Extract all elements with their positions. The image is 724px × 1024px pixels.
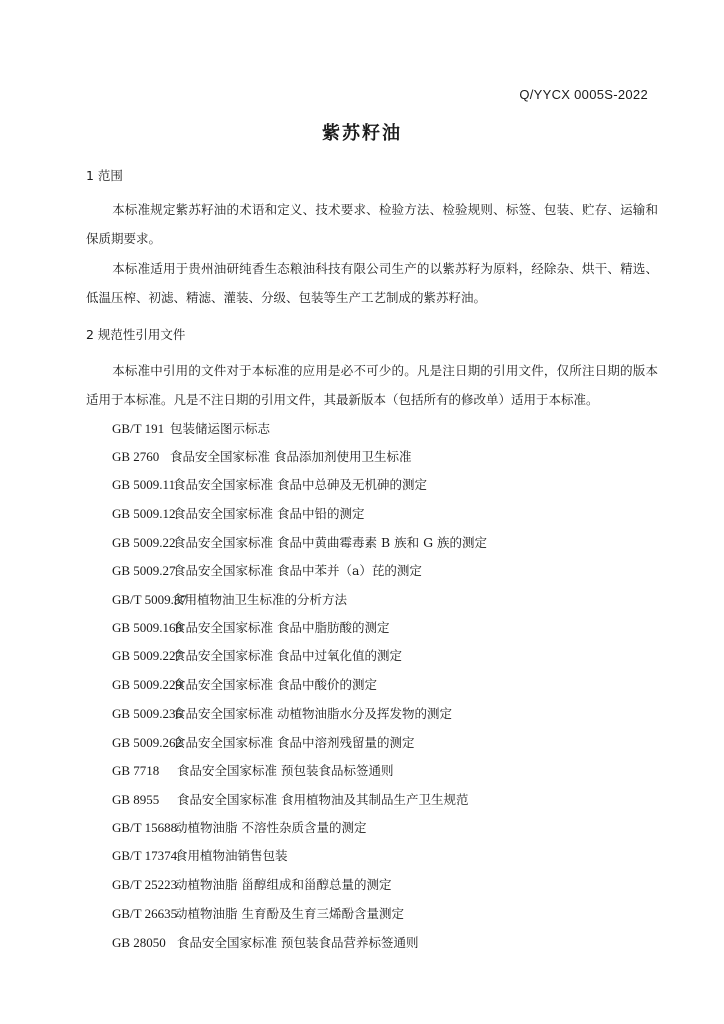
reference-number: GB 5009.227 — [112, 648, 183, 663]
reference-number: GB/T 15688 — [112, 820, 178, 835]
reference-item — [112, 933, 418, 951]
reference-title: 动植物油脂 甾醇组成和甾醇总量的测定 — [175, 877, 392, 892]
reference-number: GB 5009.168 — [112, 620, 183, 635]
reference-title: 食品安全国家标准 动植物油脂水分及挥发物的测定 — [173, 706, 452, 721]
reference-number: GB/T 17374 — [112, 848, 178, 863]
scope-paragraph-1-text: 本标准规定紫苏籽油的术语和定义、技术要求、检验方法、检验规则、标签、包装、贮存、运输和保质期要求。 — [86, 202, 658, 246]
reference-title: 食用植物油卫生标准的分析方法 — [172, 592, 348, 607]
reference-item — [112, 447, 411, 465]
reference-item — [112, 504, 364, 522]
scope-paragraph-2-text: 本标准适用于贵州油研纯香生态粮油科技有限公司生产的以紫苏籽为原料，经除杂、烘干、精选、低温压榨、初滤、精滤、灌装、分级、包装等生产工艺制成的紫苏籽油。 — [86, 261, 658, 305]
reference-title: 食品安全国家标准 食品中脂肪酸的测定 — [173, 620, 390, 635]
document-title: 紫苏籽油 — [322, 123, 402, 144]
scope-paragraph-2 — [86, 254, 658, 312]
reference-title: 食品安全国家标准 食品中黄曲霉毒素 B 族和 G 族的测定 — [173, 535, 488, 550]
reference-number: GB 7718 — [112, 763, 160, 778]
reference-number: GB 2760 — [112, 449, 160, 464]
reference-item — [112, 875, 391, 893]
reference-item — [112, 733, 414, 751]
reference-number: GB 5009.262 — [112, 735, 183, 750]
reference-title: 动植物油脂 生育酚及生育三烯酚含量测定 — [175, 906, 404, 921]
reference-item — [112, 704, 452, 722]
section-heading-normative: 2 规范性引用文件 — [86, 327, 186, 342]
reference-item — [112, 646, 402, 664]
scope-paragraph-1 — [86, 195, 658, 253]
reference-item — [112, 561, 422, 579]
reference-item — [112, 818, 366, 836]
reference-item — [112, 675, 377, 693]
reference-title: 食用植物油销售包装 — [175, 848, 288, 863]
reference-number: GB 5009.236 — [112, 706, 183, 721]
reference-item — [112, 475, 427, 493]
reference-item — [112, 846, 288, 864]
reference-title: 动植物油脂 不溶性杂质含量的测定 — [175, 820, 367, 835]
reference-item — [112, 618, 389, 636]
normative-paragraph-1-text: 本标准中引用的文件对于本标准的应用是必不可少的。凡是注日期的引用文件，仅所注日期的版本适用于本标准。凡是不注日期的引用文件，其最新版本（包括所有的修改单）适用于本标准。 — [86, 363, 658, 407]
reference-number: GB 8955 — [112, 792, 160, 807]
reference-title: 食品安全国家标准 预包装食品营养标签通则 — [177, 935, 419, 950]
reference-item — [112, 590, 347, 608]
reference-item — [112, 533, 487, 551]
reference-number: GB 5009.22 — [112, 535, 176, 550]
reference-title: 食品安全国家标准 食品添加剂使用卫生标准 — [170, 449, 412, 464]
reference-number: GB 5009.12 — [112, 506, 176, 521]
reference-number: GB 5009.229 — [112, 677, 183, 692]
reference-title: 食品安全国家标准 食品中过氧化值的测定 — [173, 648, 402, 663]
reference-title: 食品安全国家标准 食品中铅的测定 — [173, 506, 365, 521]
reference-title: 食品安全国家标准 食品中苯并（a）芘的测定 — [173, 563, 422, 578]
reference-item — [112, 761, 393, 779]
section-heading-scope: 1 范围 — [86, 168, 123, 183]
reference-title: 食品安全国家标准 食品中溶剂残留量的测定 — [173, 735, 415, 750]
reference-item — [112, 904, 404, 922]
reference-title: 食品安全国家标准 食品中总砷及无机砷的测定 — [173, 477, 427, 492]
reference-number: GB/T 191 — [112, 421, 165, 436]
standard-code: Q/YYCX 0005S-2022 — [519, 87, 648, 102]
reference-item — [112, 419, 270, 437]
reference-number: GB 5009.11 — [112, 477, 176, 492]
reference-number: GB/T 25223 — [112, 877, 178, 892]
reference-number: GB/T 5009.37 — [112, 592, 187, 607]
normative-paragraph-1 — [86, 356, 658, 414]
reference-number: GB 5009.27 — [112, 563, 176, 578]
reference-title: 食品安全国家标准 食用植物油及其制品生产卫生规范 — [177, 792, 469, 807]
reference-item — [112, 790, 468, 808]
reference-title: 包装储运图示标志 — [170, 421, 271, 436]
reference-title: 食品安全国家标准 食品中酸价的测定 — [173, 677, 377, 692]
reference-number: GB/T 26635 — [112, 906, 178, 921]
reference-title: 食品安全国家标准 预包装食品标签通则 — [177, 763, 394, 778]
reference-number: GB 28050 — [112, 935, 166, 950]
